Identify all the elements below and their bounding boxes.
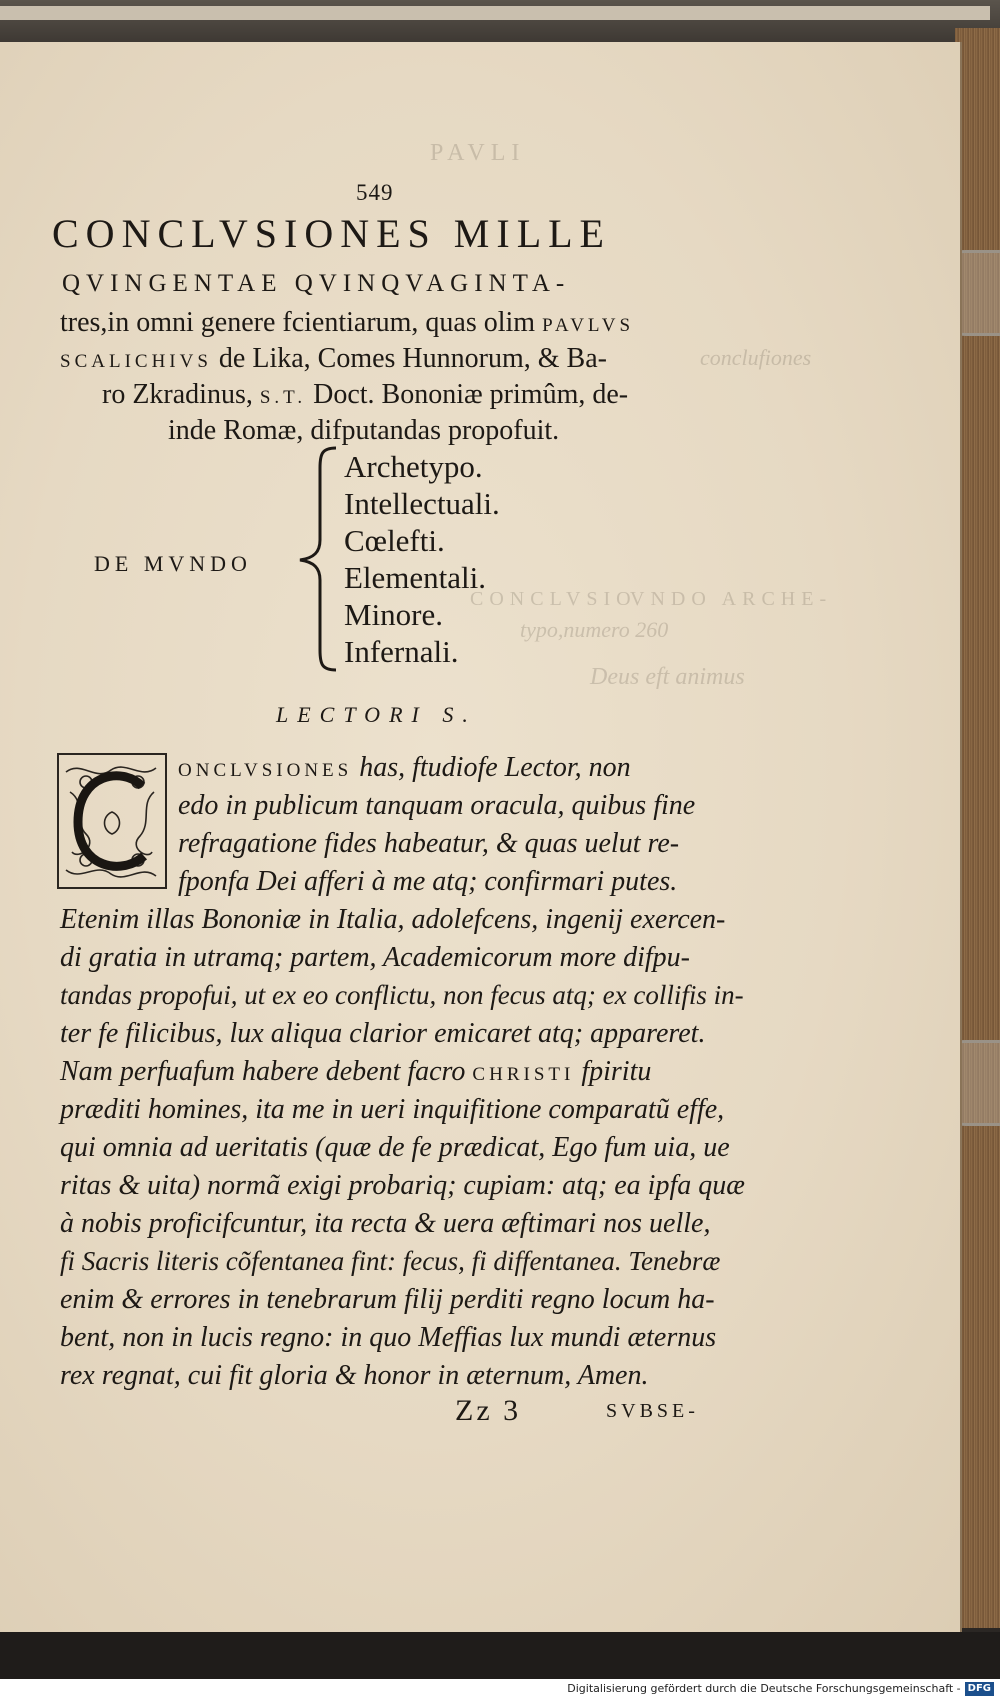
funding-credit: Digitalisierung gefördert durch die Deutsche Forschungsgemeinschaft - <box>567 1682 961 1695</box>
list-item: Elementali. <box>344 560 487 595</box>
catchword: SVBSE- <box>606 1400 699 1422</box>
body-line-4: fponfa Dei afferi à me atq; confirmari putes. <box>178 866 678 897</box>
title-line-1: CONCLVSIONES MILLE <box>52 211 611 256</box>
title-line-3 <box>60 307 634 339</box>
dfg-logo: DFG <box>965 1682 994 1696</box>
author-first-name: PAVLVS <box>542 315 635 336</box>
body-line-12: ritas & uita) normã exigi probariq; cupiam: atq; ea ipfa quæ <box>60 1170 745 1201</box>
title-line-5 <box>102 379 628 411</box>
show-through-text: typo,numero 260 <box>520 617 669 642</box>
body-line-14: fi Sacris literis cõfentanea fint: fecus, fi diffentanea. Tenebræ <box>60 1246 721 1276</box>
body-line-9 <box>60 1056 651 1088</box>
previous-page-edge <box>0 0 1000 48</box>
title-line-5-text-end: Doct. Bononiæ primûm, de- <box>306 379 629 410</box>
funding-footer <box>0 1679 1000 1699</box>
body-line-6: di gratia in utramq; partem, Academicorum more difpu- <box>60 942 690 973</box>
show-through-text: Deus eft animus <box>590 664 745 690</box>
body-line-13: à nobis proficifcuntur, ita recta & uera æftimari nos uelle, <box>60 1208 711 1239</box>
curly-brace-icon <box>292 444 342 674</box>
body-line-10: præditi homines, ita me in ueri inquifitione comparatũ effe, <box>60 1094 725 1125</box>
title-line-5-text: ro Zkradinus, <box>102 379 260 410</box>
show-through-text: PAVLI <box>430 140 526 166</box>
signature-mark: Zz 3 <box>455 1394 522 1427</box>
lectori-heading: LECTORI S. <box>276 702 477 727</box>
title-line-6: inde Romæ, difputandas propofuit. <box>168 415 560 446</box>
body-line-7: tandas propofui, ut ex eo conflictu, non fecus atq; ex collifis in- <box>60 980 744 1010</box>
body-line-1-text: has, ftudiofe Lector, non <box>352 752 631 783</box>
title-line-4-text: de Lika, Comes Hunnorum, & Ba- <box>211 343 607 374</box>
body-line-11: qui omnia ad ueritatis (quæ de fe prædicat, Ego fum uia, ue <box>60 1132 730 1163</box>
title-line-2: QVINGENTAE QVINQVAGINTA- <box>62 270 571 297</box>
title-line-4 <box>60 343 607 375</box>
body-line-16: bent, non in lucis regno: in quo Meffias lux mundi æternus <box>60 1322 717 1353</box>
body-line-5: Etenim illas Bononiæ in Italia, adolefcens, ingenij exercen- <box>60 904 726 935</box>
body-line-1 <box>178 752 631 784</box>
list-item: Infernali. <box>344 634 459 669</box>
body-line-1-caps: ONCLVSIONES <box>178 760 353 781</box>
list-item: Archetypo. <box>344 449 483 484</box>
body-line-9-text: Nam perfuafum habere debent facro <box>60 1056 473 1087</box>
body-line-2: edo in publicum tanquam oracula, quibus fine <box>178 790 696 821</box>
show-through-text: VNDO ARCHE- <box>630 588 833 610</box>
author-surname: SCALICHIVS <box>60 351 212 372</box>
body-line-17: rex regnat, cui fit gloria & honor in æternum, Amen. <box>60 1360 649 1391</box>
body-line-9-text-end: fpiritu <box>574 1056 652 1087</box>
body-line-9-caps: CHRISTI <box>472 1064 575 1085</box>
mundo-label: DE MVNDO <box>94 551 252 576</box>
body-line-15: enim & errores in tenebrarum filij perditi regno locum ha- <box>60 1284 715 1315</box>
decorated-initial-c-icon <box>56 752 168 890</box>
degree-abbrev: S.T. <box>259 387 307 408</box>
mundo-list <box>344 448 500 670</box>
list-item: Minore. <box>344 597 444 632</box>
list-item: Intellectuali. <box>344 486 500 521</box>
title-line-3-text: tres,in omni genere fcientiarum, quas olim <box>60 307 543 338</box>
page-number: 549 <box>356 180 394 205</box>
body-line-3: refragatione fides habeatur, & quas uelut re- <box>178 828 680 859</box>
body-line-8: ter fe filicibus, lux aliqua clarior emicaret atq; appareret. <box>60 1018 706 1049</box>
show-through-text: CONCLVSIO <box>470 588 637 610</box>
book-page <box>0 42 962 1632</box>
list-item: Cœlefti. <box>344 523 445 558</box>
show-through-text: conclufiones <box>700 345 812 370</box>
